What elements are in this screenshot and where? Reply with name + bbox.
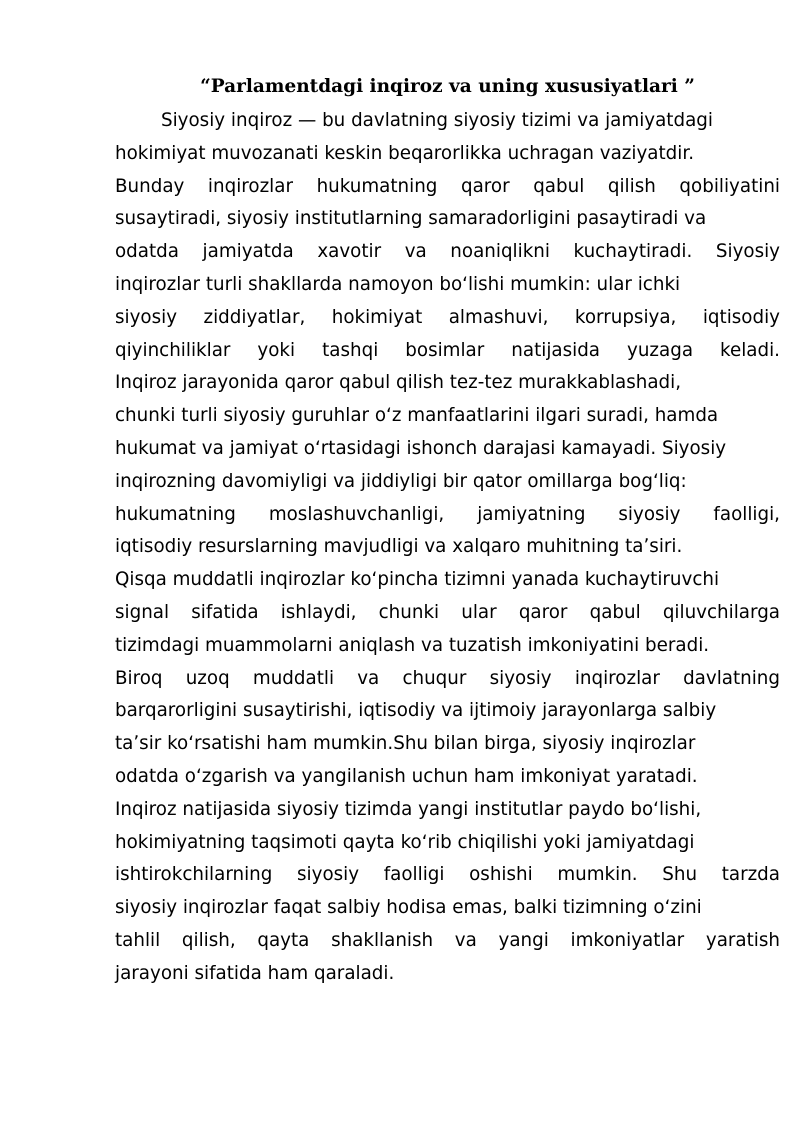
text-line: tizimdagi muammolarni aniqlash va tuzatish imkoniyatini beradi.: [115, 634, 710, 656]
text-line: Biroq uzoq muddatli va chuqur siyosiy inqirozlar davlatning: [115, 667, 780, 689]
text-line: hokimiyat muvozanati keskin beqarorlikka uchragan vaziyatdir.: [115, 142, 694, 164]
text-line: Qisqa muddatli inqirozlar koʻpincha tizimni yanada kuchaytiruvchi: [115, 569, 720, 591]
text-line: tahlil qilish, qayta shakllanish va yangi imkoniyatlar yaratish: [115, 929, 780, 951]
text-line: barqarorligini susaytirishi, iqtisodiy va ijtimoiy jarayonlarga salbiy: [115, 700, 717, 722]
text-line: hukumat va jamiyat oʻrtasidagi ishonch darajasi kamayadi. Siyosiy: [115, 437, 727, 459]
text-line: Siyosiy inqiroz — bu davlatning siyosiy tizimi va jamiyatdagi: [161, 110, 713, 131]
text-line: jarayoni sifatida ham qaraladi.: [115, 962, 395, 984]
text-line: siyosiy ziddiyatlar, hokimiyat almashuvi, korrupsiya, iqtisodiy: [115, 306, 780, 328]
text-line: odatda oʻzgarish va yangilanish uchun ham imkoniyat yaratadi.: [115, 765, 698, 787]
text-line: ishtirokchilarning siyosiy faolligi oshishi mumkin. Shu tarzda: [115, 864, 780, 886]
document-title: “Parlamentdagi inqiroz va uning xususiyatlari ”: [200, 76, 695, 97]
text-line: qiyinchiliklar yoki tashqi bosimlar natijasida yuzaga keladi.: [115, 339, 780, 361]
text-line: signal sifatida ishlaydi, chunki ular qaror qabul qiluvchilarga: [115, 601, 780, 623]
text-line: hukumatning moslashuvchanligi, jamiyatning siyosiy faolligi,: [115, 503, 780, 525]
text-line: odatda jamiyatda xavotir va noaniqlikni kuchaytiradi. Siyosiy: [115, 241, 780, 263]
text-line: chunki turli siyosiy guruhlar oʻz manfaatlarini ilgari suradi, hamda: [115, 405, 719, 427]
text-line: inqirozlar turli shakllarda namoyon boʻlishi mumkin: ular ichki: [115, 273, 681, 295]
text-line: siyosiy inqirozlar faqat salbiy hodisa emas, balki tizimning oʻzini: [115, 897, 702, 919]
text-line: Inqiroz jarayonida qaror qabul qilish tez-tez murakkablashadi,: [115, 372, 682, 394]
text-line: taʼsir koʻrsatishi ham mumkin.Shu bilan birga, siyosiy inqirozlar: [115, 733, 696, 755]
text-line: inqirozning davomiyligi va jiddiyligi bir qator omillarga bogʻliq:: [115, 470, 687, 492]
document-body: [115, 105, 780, 991]
text-line: Bunday inqirozlar hukumatning qaror qabul qilish qobiliyatini: [115, 175, 780, 197]
text-line: hokimiyatning taqsimoti qayta koʻrib chiqilishi yoki jamiyatdagi: [115, 831, 695, 853]
text-line: susaytiradi, siyosiy institutlarning samaradorligini pasaytiradi va: [115, 208, 707, 230]
text-line: iqtisodiy resurslarning mavjudligi va xalqaro muhitning taʼsiri.: [115, 536, 683, 558]
text-line: Inqiroz natijasida siyosiy tizimda yangi institutlar paydo boʻlishi,: [115, 798, 702, 820]
